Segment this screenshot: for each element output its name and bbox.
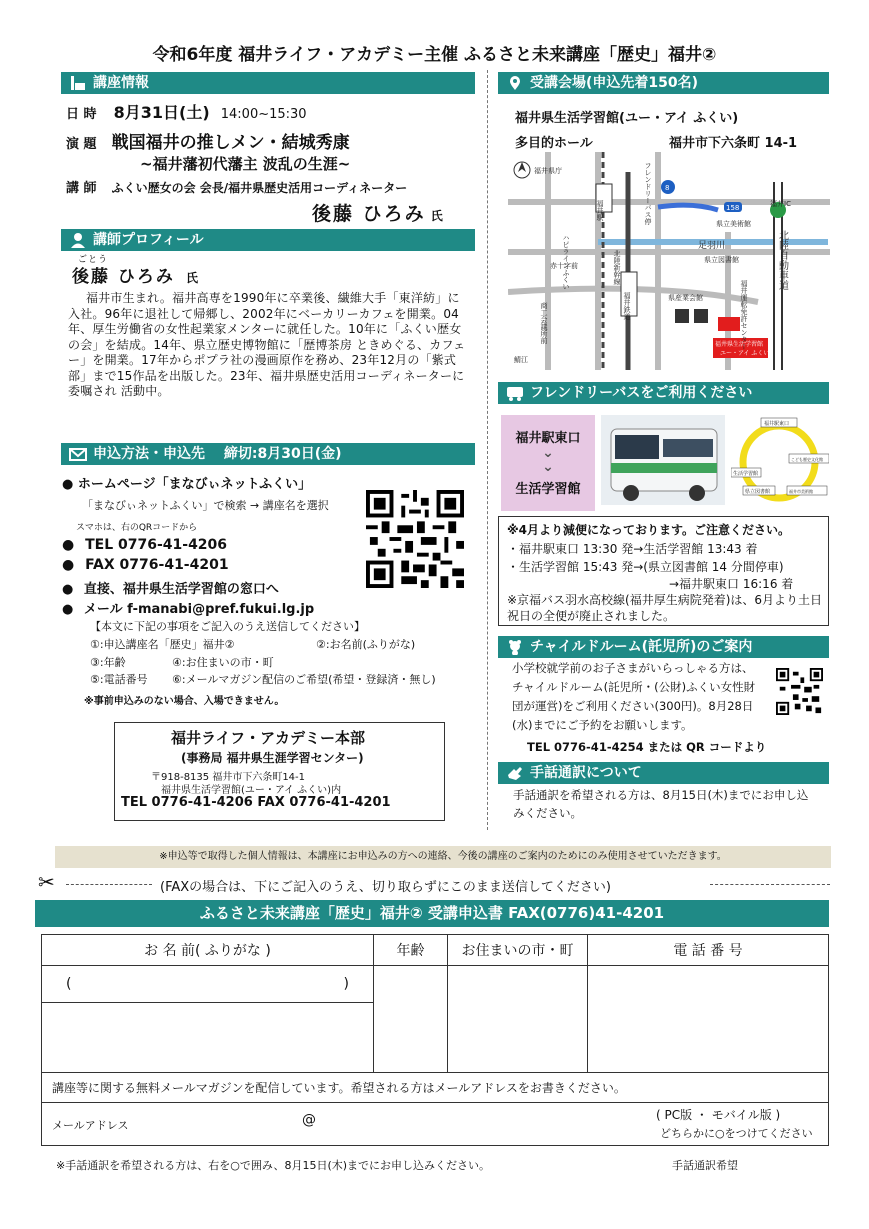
apply-item-4: ④:お住まいの市・町 (172, 656, 274, 669)
table-header-row (42, 935, 829, 966)
paren-open: ( (66, 976, 72, 992)
lecturer-role: ふくい歴女の会 会長/福井県歴史活用コーディネーター (111, 181, 408, 195)
bus-heading: フレンドリーバスをご利用ください (498, 382, 829, 404)
mail-address-field[interactable] (42, 1103, 829, 1146)
course-info-heading: 講座情報 (61, 72, 475, 94)
map-label-fukui-ic: 福井IC (770, 200, 791, 208)
apply-heading: 申込方法・申込先 締切:8月30日(金) (61, 443, 475, 465)
apply-sp-note: スマホは、右のQRコードから (76, 523, 198, 533)
profile-ruby: ごとう (78, 255, 109, 265)
map-label-route-8: 8 (665, 184, 670, 192)
map-label-library: 県立図書館 (704, 256, 739, 264)
column-divider (487, 70, 488, 830)
profile-name-row (72, 262, 198, 287)
map-label-expressway: 北陸自動車道 (776, 230, 788, 290)
lecture-title: 戦国福井の推しメン・結城秀康 (111, 133, 350, 153)
bus-line-1: ・福井駅東口 13:30 発→生活学習館 13:43 着 (507, 542, 758, 556)
bus-route-diagram (731, 412, 829, 512)
apply-hp-note: 「まなびぃネットふくい」で検索 → 講座名を選択 (82, 499, 329, 512)
lecturer-name: 後藤 ひろみ (312, 203, 426, 225)
magazine-note: 講座等に関する無料メールマガジンを配信しています。希望される方はメールアドレスをお書きください。 (42, 1073, 829, 1103)
bus-note-2: ※京福バス羽水高校線(福井厚生病院発着)は、6月より土日祝日の全便が廃止されました。 (507, 593, 823, 623)
bus-line-2: ・生活学習館 15:43 発→(県立図書館 14 分間停車) (507, 560, 784, 574)
map-label-license-center: 福井運転免許センター (740, 280, 748, 350)
venue-heading: 受講会場(申込先着150名) (498, 72, 829, 94)
scissors-icon: ✂ (38, 870, 55, 894)
bus-route-box (501, 415, 595, 511)
venue-map[interactable] (508, 152, 830, 370)
map-label-hapiline: ハピラインふくい (562, 234, 570, 290)
apply-warning: ※事前申込みのない場合、入場できません。 (84, 696, 285, 707)
name-field[interactable] (42, 1003, 374, 1073)
venue-name: 福井県生活学習館(ユー・アイ ふくい) (515, 111, 739, 126)
map-label-asuwa-river: 足羽川 (698, 241, 726, 251)
office-box (114, 722, 445, 821)
person-icon (69, 232, 87, 248)
bus-to: 生活学習館 (515, 482, 581, 497)
sign-language-hand-icon (506, 765, 524, 781)
mail-label: メールアドレス (52, 1119, 129, 1132)
table-row-mail (42, 1103, 829, 1146)
child-contact: TEL 0776-41-4254 または QR コードより (527, 740, 767, 754)
venue-hall: 多目的ホール (515, 136, 593, 151)
map-label-fukui-railway: 福井鉄道 (623, 292, 631, 320)
apply-item-1: ①:申込講座名「歴史」福井② (90, 638, 235, 651)
date-row (66, 100, 476, 124)
sign-request[interactable]: 手話通訳希望 (672, 1159, 738, 1172)
map-label-art-museum: 県立美術館 (716, 220, 751, 228)
apply-fax: ● FAX 0776-41-4201 (62, 557, 229, 573)
sign-text: 手話通訳を希望される方は、8月15日(木)までにお申し込みください。 (513, 788, 809, 820)
map-label-prefecture: 福井県庁 (534, 167, 562, 175)
map-label-shinkansen: 北陸新幹線 (613, 250, 621, 285)
sign-heading: 手話通訳について (498, 762, 829, 784)
pc-mobile-choice[interactable]: ( PC版 ・ モバイル版 ) (656, 1108, 781, 1122)
cut-note: (FAXの場合は、下にご記入のうえ、切り取らずにこのまま送信してください) (160, 880, 612, 895)
apply-window: ● 直接、福井県生活学習館の窓口へ (62, 582, 279, 597)
col-city: お住まいの市・町 (448, 935, 588, 966)
office-name: 福井ライフ・アカデミー本部 (171, 729, 365, 747)
apply-item-6: ⑥:メールマガジン配信のご希望(希望・登録済・無し) (172, 673, 436, 686)
col-age: 年齢 (374, 935, 448, 966)
map-pin-icon (506, 75, 524, 91)
lecture-subtitle: ~福井藩初代藩主 波乱の生涯~ (140, 155, 351, 173)
apply-item-5: ⑤:電話番号 (90, 673, 148, 686)
apply-item-2: ②:お名前(ふりがな) (316, 638, 416, 651)
privacy-note: ※申込等で取得した個人情報は、本講座にお申込みの方への連絡、今後の講座のご案内のためにのみ使用させていただきます。 (55, 846, 831, 868)
date-value: 8月31日(土) (113, 103, 210, 122)
office-sub: (事務局 福井県生涯学習センター) (181, 751, 364, 765)
podium-icon (69, 75, 87, 91)
bus-stop-3: 福井市美術館 (789, 489, 813, 494)
deadline: 締切:8月30日(金) (223, 446, 342, 462)
table-row-magazine (42, 1073, 829, 1103)
apply-item-3: ③:年齢 (90, 656, 126, 669)
table-row-furigana (42, 966, 829, 1003)
map-label-venue-sub: ユー・アイ ふくい (720, 350, 770, 357)
form-title: ふるさと未来講座「歴史」福井② 受講申込書 FAX(0776)41-4201 (35, 900, 829, 927)
chevrons-down-icon: ⌄ ⌄ (542, 445, 554, 475)
office-zip: 〒918-8135 福井市下六条町14-1 (151, 772, 306, 783)
child-qr-code[interactable] (776, 668, 823, 715)
bus-line-3: →福井駅東口 16:16 着 (669, 577, 794, 591)
child-text: 小学校就学前のお子さまがいらっしゃる方は、チャイルドルーム(託児所・(公財)ふくい女性財団が運営)をご利用ください(300円)。8月28日(水)までにご予約をお願いします。 (512, 661, 756, 732)
date-label: 日 時 (66, 107, 97, 122)
profile-heading: 講師プロフィール (61, 229, 475, 251)
map-label-shoko: 商工会議所前 (540, 302, 548, 344)
venue-address: 福井市下六条町 14-1 (669, 136, 798, 151)
apply-hp: ● ホームページ「まなびぃネットふくい」 (62, 477, 312, 492)
cut-line-left (66, 884, 152, 885)
office-bldg: 福井県生活学習館(ユー・アイ ふくい)内 (161, 785, 342, 796)
bus-notice: ※4月より減便になっております。ご注意ください。 (507, 523, 791, 537)
paren-close: ) (343, 976, 349, 992)
lecturer-honorific: 氏 (430, 209, 443, 223)
col-tel: 電 話 番 号 (588, 935, 829, 966)
map-label-route-158: 158 (726, 204, 740, 212)
cut-line-right (710, 884, 830, 885)
time-value: 14:00~15:30 (220, 107, 307, 122)
city-field[interactable] (448, 966, 588, 1073)
bus-from: 福井駅東口 (515, 431, 581, 446)
apply-mail: ● メール f-manabi@pref.fukui.lg.jp (62, 602, 315, 617)
age-field[interactable] (374, 966, 448, 1073)
map-label-sabae: 鯖江 (514, 356, 528, 364)
furigana-field[interactable] (42, 966, 374, 1003)
title-row (66, 128, 476, 153)
profile-name: 後藤 ひろみ (72, 267, 175, 287)
bus-stop-5: 生活学習館 (733, 471, 759, 477)
page-title: 令和6年度 福井ライフ・アカデミー主催 ふるさと未来講座「歴史」福井② (152, 45, 717, 65)
bus-photo (601, 415, 725, 505)
lecturer-name-row (312, 199, 443, 226)
title-label: 演 題 (66, 137, 97, 152)
map-label-busstop-1: フレンドリーバス停 (644, 162, 652, 225)
col-name: お 名 前( ふりがな ) (42, 935, 374, 966)
mail-icon (69, 446, 87, 462)
bus-stop-4: 県立図書館 (745, 489, 771, 495)
profile-honorific: 氏 (186, 271, 199, 285)
map-label-venue: 福井県生活学習館 (715, 341, 764, 348)
child-heading: チャイルドルーム(託児所)のご案内 (498, 636, 829, 658)
bus-schedule-box (498, 516, 829, 626)
bus-stop-1: 福井駅東口 (764, 421, 790, 427)
application-table (41, 934, 829, 1146)
apply-qr-code[interactable] (366, 490, 464, 588)
pc-mobile-note: どちらかに○をつけてください (660, 1127, 813, 1140)
bus-icon (506, 385, 524, 401)
lecturer-row (66, 177, 476, 196)
teddy-bear-icon (506, 639, 524, 655)
tel-field[interactable] (588, 966, 829, 1073)
at-sign: @ (302, 1112, 316, 1128)
lecturer-label: 講 師 (66, 181, 97, 196)
apply-tel: ● TEL 0776-41-4206 (62, 537, 228, 553)
map-label-sekijuji: 赤十字前 (550, 262, 578, 270)
bus-stop-2: こども歴史文化館 (791, 457, 823, 462)
office-contact: TEL 0776-41-4206 FAX 0776-41-4201 (121, 795, 391, 810)
apply-mail-note: 【本文に下記の事項をご記入のうえ送信してください】 (90, 620, 365, 633)
map-label-station: 福井駅 (596, 200, 604, 221)
profile-text: 福井市生まれ。福井高専を1990年に卒業後、繊維大手「東洋紡」に入社。96年に退社して帰郷し、2002年にベーカリーカフェを開業。04年、厚生労働省の女性起業家メンターに就任した。10年に「ふくい歴女の会」を結成。14年、県立歴史博物館に「歴博茶房 ときめぐる、カフェー」を開業。17年からポプラ社の漫画原作を務め、23年12月の「紫式部」まで15作品を出版した。23年、福井県歴史活用コーディネーターに委嘱され 活動中。 (68, 291, 466, 398)
map-label-sangyo: 県産業会館 (668, 294, 703, 302)
sign-footer-note: ※手話通訳を希望される方は、右を○で囲み、8月15日(木)までにお申し込みください。 (56, 1159, 491, 1172)
